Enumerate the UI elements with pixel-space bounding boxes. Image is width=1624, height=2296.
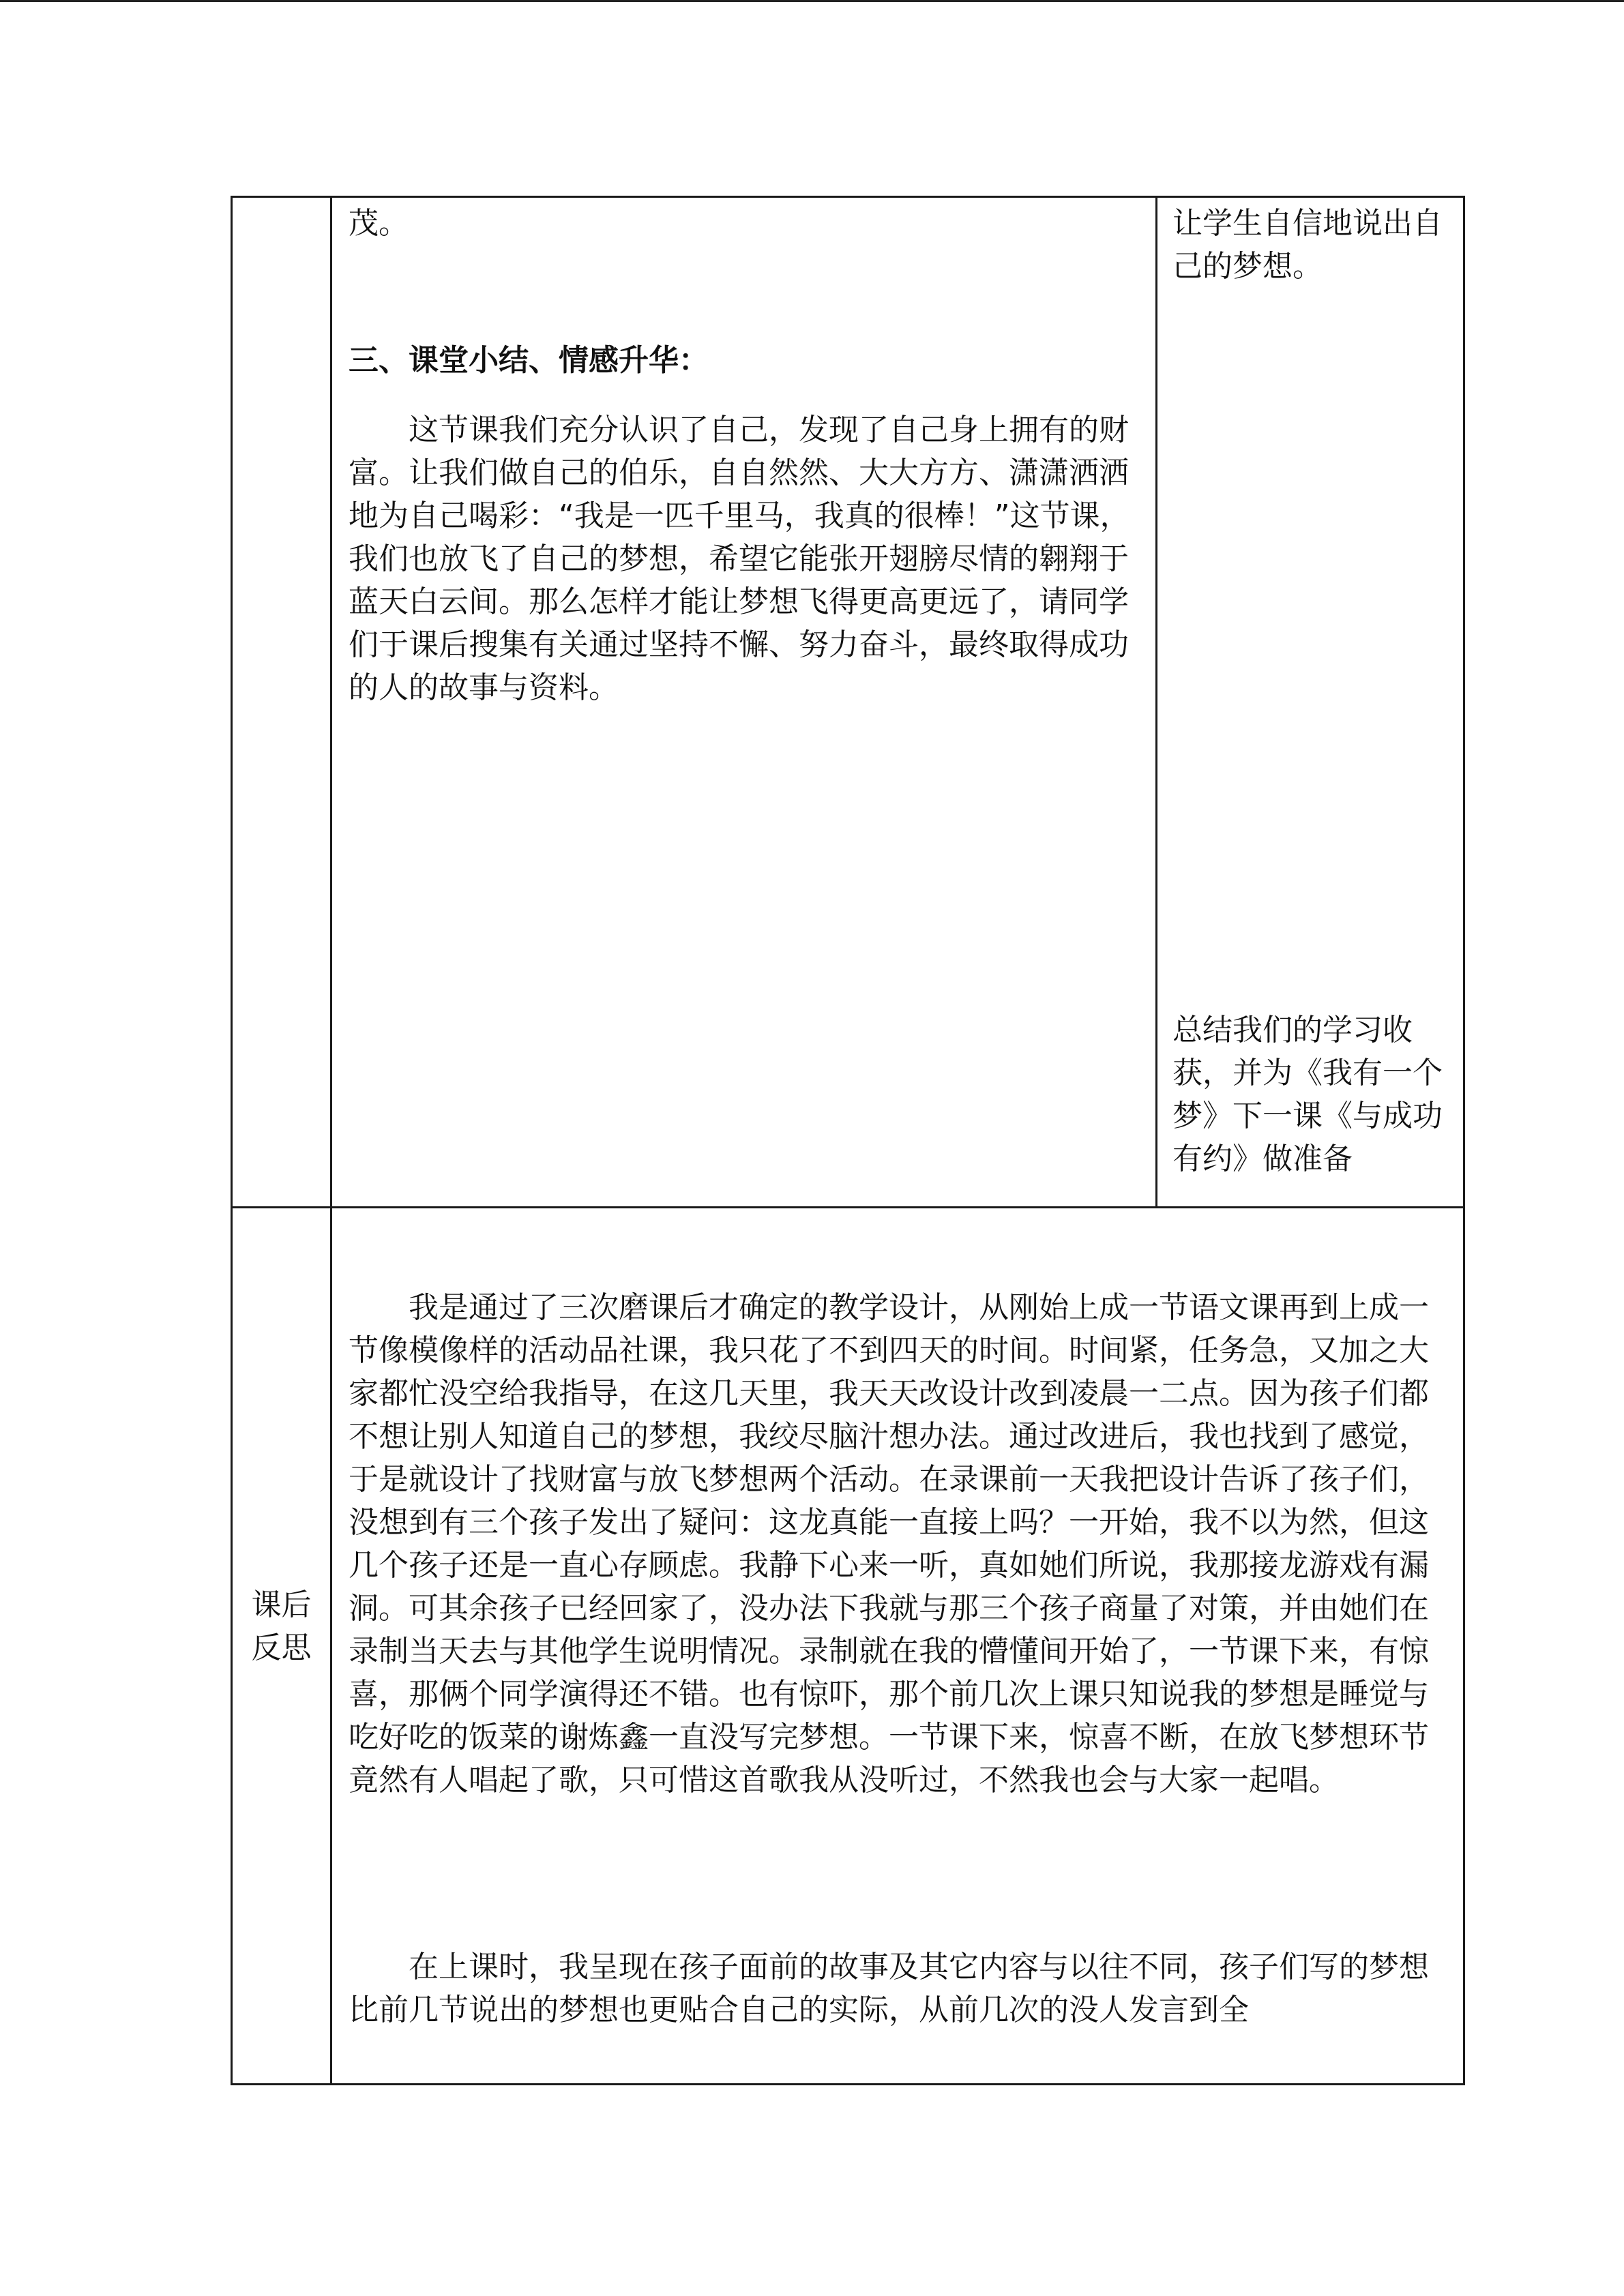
top-border-line [0, 0, 1624, 2]
reflection-label-cell [233, 1208, 330, 2083]
empty-label-cell [233, 198, 330, 1206]
design-intent-note-dream: 让学生自信地说出自己的梦想。 [1172, 206, 1443, 284]
column-divider-right [1155, 198, 1157, 1206]
reflection-paragraph-2: 在上课时，我呈现在孩子面前的故事及其它内容与以往不同，孩子们写的梦想比前几节说出的梦想也更贴合自己的实际，从前几次的没人发言到全 [349, 1950, 1429, 2027]
table-row-process [233, 198, 1463, 1208]
column-divider-left [330, 1208, 332, 2083]
summary-paragraph: 这节课我们充分认识了自己，发现了自己身上拥有的财富。让我们做自己的伯乐，自自然然、大大方方、潇潇洒洒地为自己喝彩：“我是一匹千里马，我真的很棒！”这节课，我们也放飞了自己的梦想，希望它能张开翅膀尽情的翱翔于蓝天白云间。那么怎样才能让梦想飞得更高更远了，请同学们于课后搜集有关通过坚持不懈、努力奋斗，最终取得成功的人的故事与资料。 [349, 413, 1130, 705]
reflection-paragraph-1: 我是通过了三次磨课后才确定的教学设计，从刚始上成一节语文课再到上成一节像模像样的活动品社课，我只花了不到四天的时间。时间紧，任务急，又加之大家都忙没空给我指导，在这几天里，我天天改设计改到凌晨一二点。因为孩子们都不想让别人知道自己的梦想，我绞尽脑汁想办法。通过改进后，我也找到了感觉，于是就设计了找财富与放飞梦想两个活动。在录课前一天我把设计告诉了孩子们，没想到有三个孩子发出了疑问：这龙真能一直接上吗？一开始，我不以为然，但这几个孩子还是一直心存顾虑。我静下心来一听，真如她们所说，我那接龙游戏有漏洞。可其余孩子已经回家了，没办法下我就与那三个孩子商量了对策，并由她们在录制当天去与其他学生说明情况。录制就在我的懵懂间开始了，一节课下来，有惊喜，那俩个同学演得还不错。也有惊吓，那个前几次上课只知说我的梦想是睡觉与吃好吃的饭菜的谢炼鑫一直没写完梦想。一节课下来，惊喜不断，在放飞梦想环节竟然有人唱起了歌，只可惜这首歌我从没听过，不然我也会与大家一起唱。 [349, 1290, 1429, 1798]
column-divider-left [330, 198, 332, 1206]
section-heading: 三、课堂小结、情感升华： [349, 343, 709, 378]
reflection-label: 课后 反思 [251, 1587, 312, 1665]
continued-paragraph: 茂。 [349, 206, 409, 241]
lesson-plan-table [231, 196, 1465, 2085]
table-row-reflection [233, 1208, 1463, 2083]
design-intent-note-summary: 总结我们的学习收获，并为《我有一个梦》下一课《与成功有约》做准备 [1172, 1013, 1443, 1176]
